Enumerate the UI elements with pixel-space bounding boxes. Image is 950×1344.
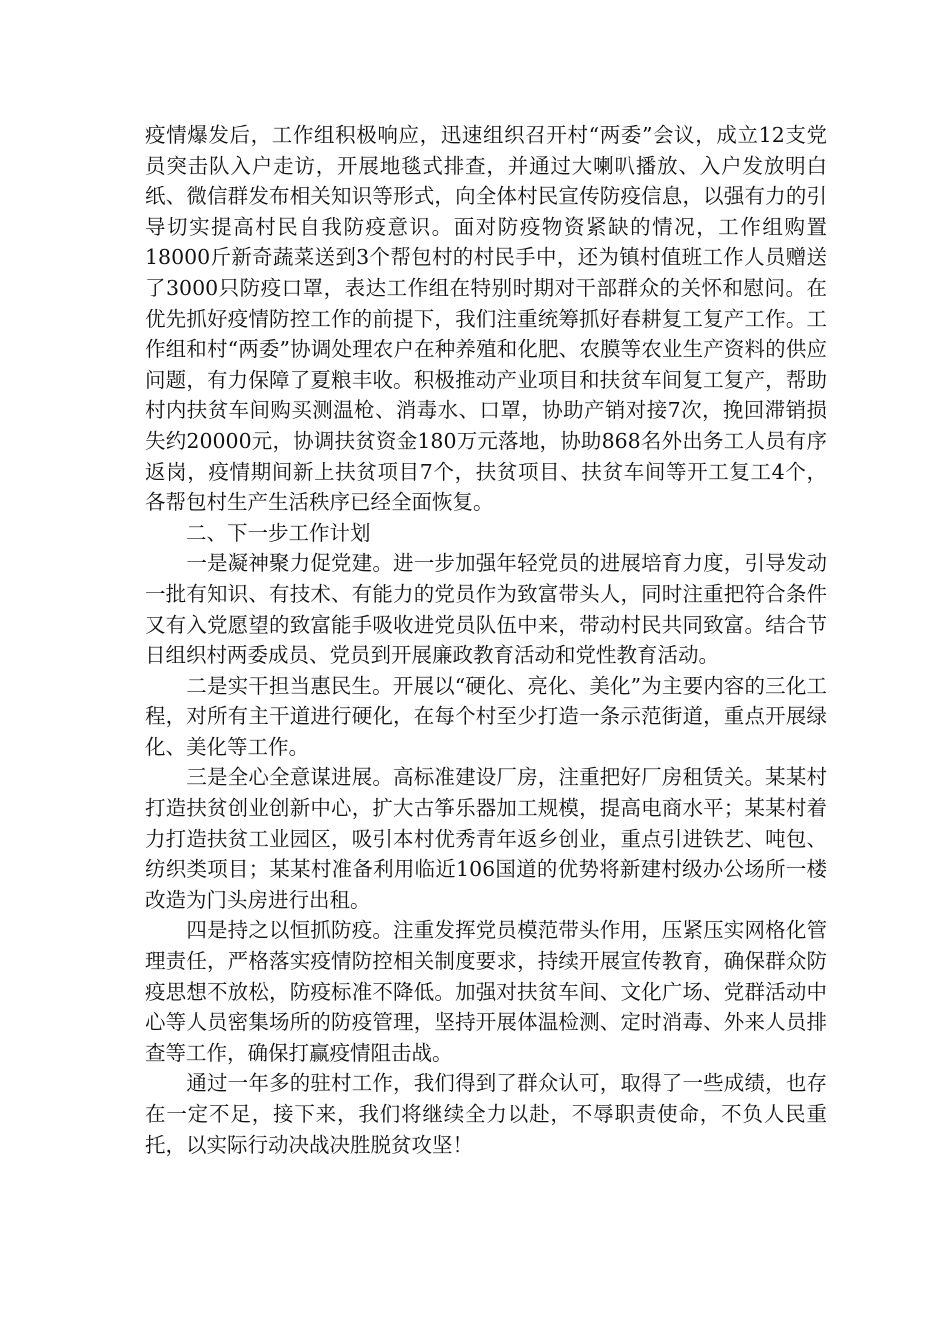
paragraph-epidemic-response: 疫情爆发后，工作组积极响应，迅速组织召开村“两委”会议，成立12支党员突击队入户走访，开展地毯式排查，并通过大喇叭播放、入户发放明白纸、微信群发布相关知识等形式，向全体村民宣传防疫信息，以强有力的引导切实提高村民自我防疫意识。面对防疫物资紧缺的情况，工作组购置18000斤新奇蔬菜送到3个帮包村的村民手中，还为镇村值班工作人员赠送了3000只防疫口罩，表达工作组在特别时期对干部群众的关怀和慰问。在优先抓好疫情防控工作的前提下，我们注重统筹抓好春耕复工复产工作。工作组和村“两委”协调处理农户在种养殖和化肥、农膜等农业生产资料的供应问题，有力保障了夏粮丰收。积极推动产业项目和扶贫车间复工复产，帮助村内扶贫车间购买测温枪、消毒水、口罩，协助产销对接7次，挽回滞销损失约20000元，协调扶贫资金180万元落地，协助868名外出务工人员有序返岗，疫情期间新上扶贫项目7个，扶贫项目、扶贫车间等开工复工4个，各帮包村生产生活秩序已经全面恢复。 [145, 123, 827, 515]
paragraph-conclusion: 通过一年多的驻村工作，我们得到了群众认可，取得了一些成绩，也存在一定不足，接下来，我们将继续全力以赴，不辱职责使命，不负人民重托，以实际行动决战决胜脱贫攻坚！ [145, 1071, 827, 1157]
paragraph-party-building: 一是凝神聚力促党建。进一步加强年轻党员的进展培育力度，引导发动一批有知识、有技术、有能力的党员作为致富带头人，同时注重把符合条件又有入党愿望的致富能手吸收进党员队伍中来，带动村民共同致富。结合节日组织村两委成员、党员到开展廉政教育活动和党性教育活动。 [145, 551, 827, 668]
paragraph-epidemic-prevention: 四是持之以恒抓防疫。注重发挥党员模范带头作用，压紧压实网格化管理责任，严格落实疫情防控相关制度要求，持续开展宣传教育，确保群众防疫思想不放松，防疫标准不降低。加强对扶贫车间、文化广场、党群活动中心等人员密集场所的防疫管理，坚持开展体温检测、定时消毒、外来人员排查等工作，确保打赢疫情阻击战。 [145, 918, 827, 1065]
paragraph-development: 三是全心全意谋进展。高标准建设厂房，注重把好厂房租赁关。某某村打造扶贫创业创新中心，扩大古筝乐器加工规模，提高电商水平；某某村着力打造扶贫工业园区，吸引本村优秀青年返乡创业，重点引进铁艺、吨包、纺织类项目；某某村准备利用临近106国道的优势将新建村级办公场所一楼改造为门头房进行出租。 [145, 765, 827, 912]
document-body [145, 120, 827, 1160]
paragraph-livelihood: 二是实干担当惠民生。开展以“硬化、亮化、美化”为主要内容的三化工程，对所有主干道进行硬化，在每个村至少打造一条示范街道，重点开展绿化、美化等工作。 [145, 673, 827, 759]
section-heading-next-plan: 二、下一步工作计划 [145, 520, 371, 545]
